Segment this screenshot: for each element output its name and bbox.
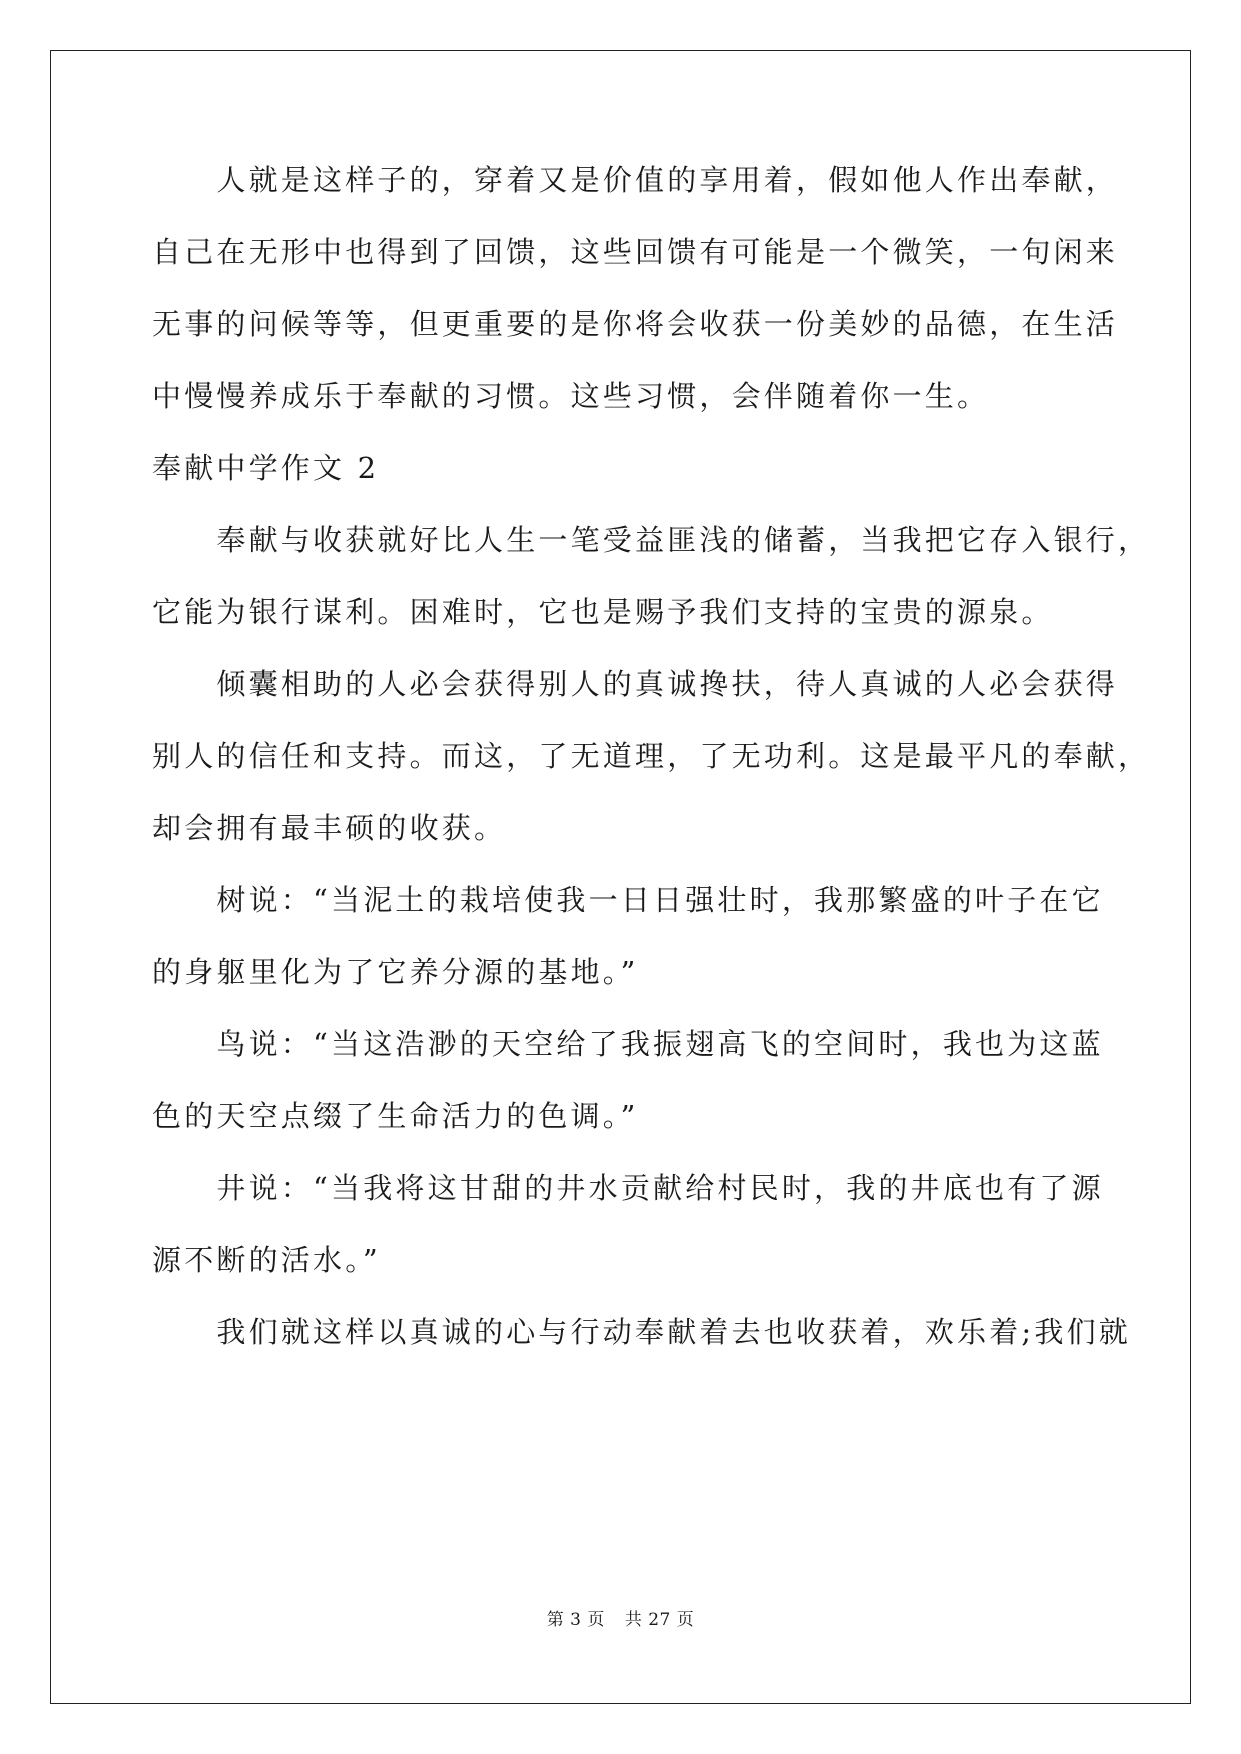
body-line: 别人的信任和支持。而这，了无道理，了无功利。这是最平凡的奉献， [152,739,1151,773]
page-number: 第 3 页 [546,1610,605,1630]
page-footer [0,1610,1241,1630]
body-line: 的身躯里化为了它养分源的基地。” [152,955,639,989]
body-line: 井说：“当我将这甘甜的井水贡献给村民时，我的井底也有了源 [152,1171,1104,1205]
section-heading: 奉献中学作文 2 [152,451,380,485]
page-border [50,50,1191,1704]
body-line: 鸟说：“当这浩渺的天空给了我振翅高飞的空间时，我也为这蓝 [152,1027,1104,1061]
body-line: 奉献与收获就好比人生一笔受益匪浅的储蓄，当我把它存入银行， [152,523,1151,557]
body-line: 却会拥有最丰硕的收获。 [152,811,507,845]
body-line: 源不断的活水。” [152,1243,381,1277]
body-line: 我们就这样以真诚的心与行动奉献着去也收获着，欢乐着;我们就 [152,1315,1131,1349]
body-line: 中慢慢养成乐于奉献的习惯。这些习惯，会伴随着你一生。 [152,379,990,413]
body-line: 它能为银行谋利。困难时，它也是赐予我们支持的宝贵的源泉。 [152,595,1054,629]
body-line: 树说：“当泥土的栽培使我一日日强壮时，我那繁盛的叶子在它 [152,883,1104,917]
body-line: 自己在无形中也得到了回馈，这些回馈有可能是一个微笑，一句闲来 [152,235,1119,269]
body-line: 色的天空点缀了生命活力的色调。” [152,1099,639,1133]
body-line: 无事的问候等等，但更重要的是你将会收获一份美妙的品德，在生活 [152,307,1119,341]
body-line: 倾囊相助的人必会获得别人的真诚搀扶，待人真诚的人必会获得 [152,667,1119,701]
body-line: 人就是这样子的，穿着又是价值的享用着，假如他人作出奉献， [152,163,1119,197]
page-total: 共 27 页 [624,1610,695,1630]
